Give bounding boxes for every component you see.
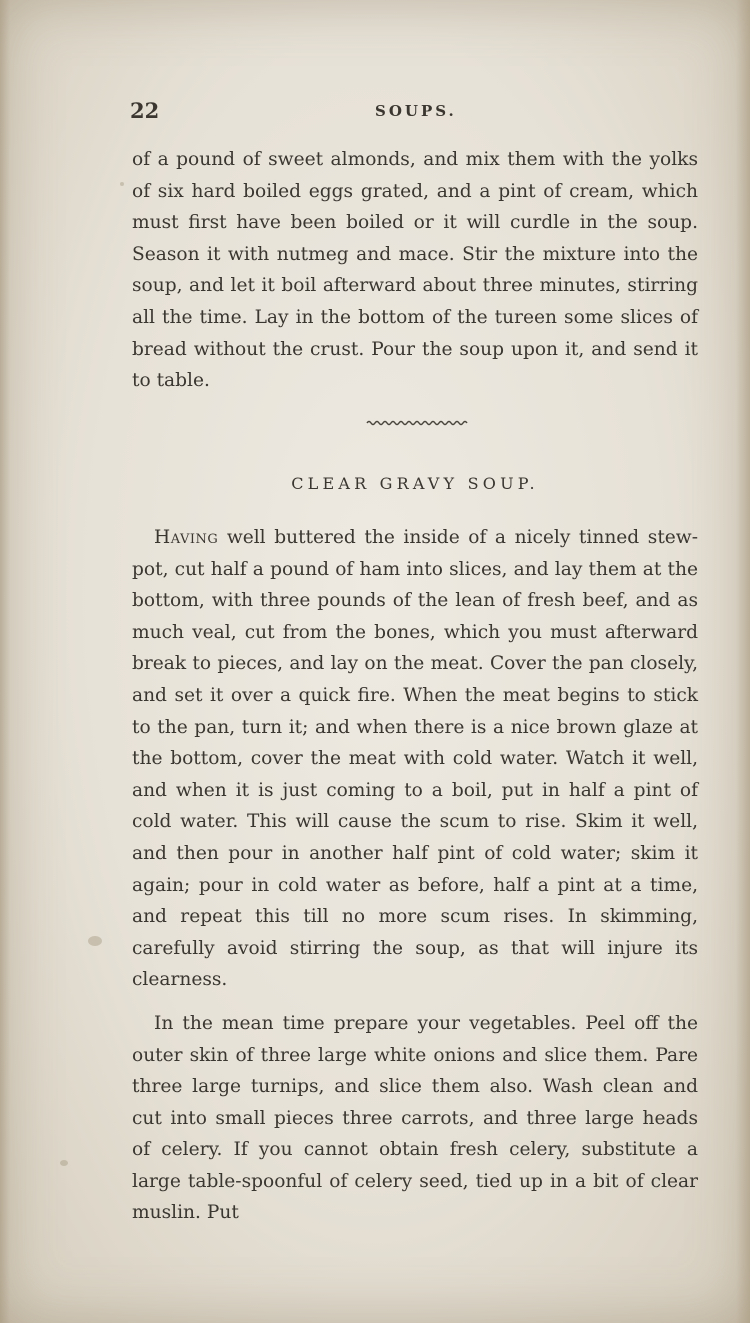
running-head: SOUPS.	[375, 102, 457, 120]
paper-stain	[60, 1160, 68, 1166]
continued-paragraph: of a pound of sweet almonds, and mix them with the yolks of six hard boiled eggs grated, and a pint of cream, which must first have been boiled or it will curdle in the soup. Season it with nutmeg and mace. Stir the mixture into the soup, and let it boil afterward about three minutes, stirring all the time. Lay in the bottom of the tureen some slices of bread without the crust. Pour the soup upon it, and send it to table.	[132, 149, 698, 392]
paragraph: In the mean time prepare your vegetables. Peel off the outer skin of three large white onions and slice them. Pare three large turnips, and slice them also. Wash clean and cut into small pieces three carrots, and three large heads of celery. If you cannot obtain fresh celery, substitute a large table-spoonful of celery seed, tied up in a bit of clear muslin. Put	[132, 1012, 698, 1224]
continued-paragraph-block	[132, 144, 698, 397]
page-number: 22	[130, 98, 160, 123]
paragraph	[132, 522, 698, 996]
page-header	[130, 98, 700, 128]
paper-stain	[120, 182, 124, 186]
paragraph-text: well buttered the inside of a nicely tinned stew-pot, cut half a pound of ham into slices, and lay them at the bottom, with three pounds of the lean of fresh beef, and as much veal, cut from the bones, which you must afterward break to pieces, and lay on the meat. Cover the pan closely, and set it over a quick fire. When the meat begins to stick to the pan, turn it; and when there is a nice brown glaze at the bottom, cover the meat with cold water. Watch it well, and when it is just coming to a boil, put in half a pint of cold water. This will cause the scum to rise. Skim it well, and then pour in another half pint of cold water; skim it again; pour in cold water as before, half a pint at a time, and repeat this till no more scum rises. In skimming, carefully avoid stirring the soup, as that will injure its clearness.	[132, 527, 698, 991]
section-divider	[365, 418, 469, 428]
page-edge-right	[736, 0, 750, 1323]
paragraph-lead-word: Having	[154, 527, 219, 548]
section-title: CLEAR GRAVY SOUP.	[291, 474, 539, 493]
page-edge-left	[0, 0, 10, 1323]
paper-stain	[88, 936, 102, 946]
section-body	[132, 522, 698, 1229]
